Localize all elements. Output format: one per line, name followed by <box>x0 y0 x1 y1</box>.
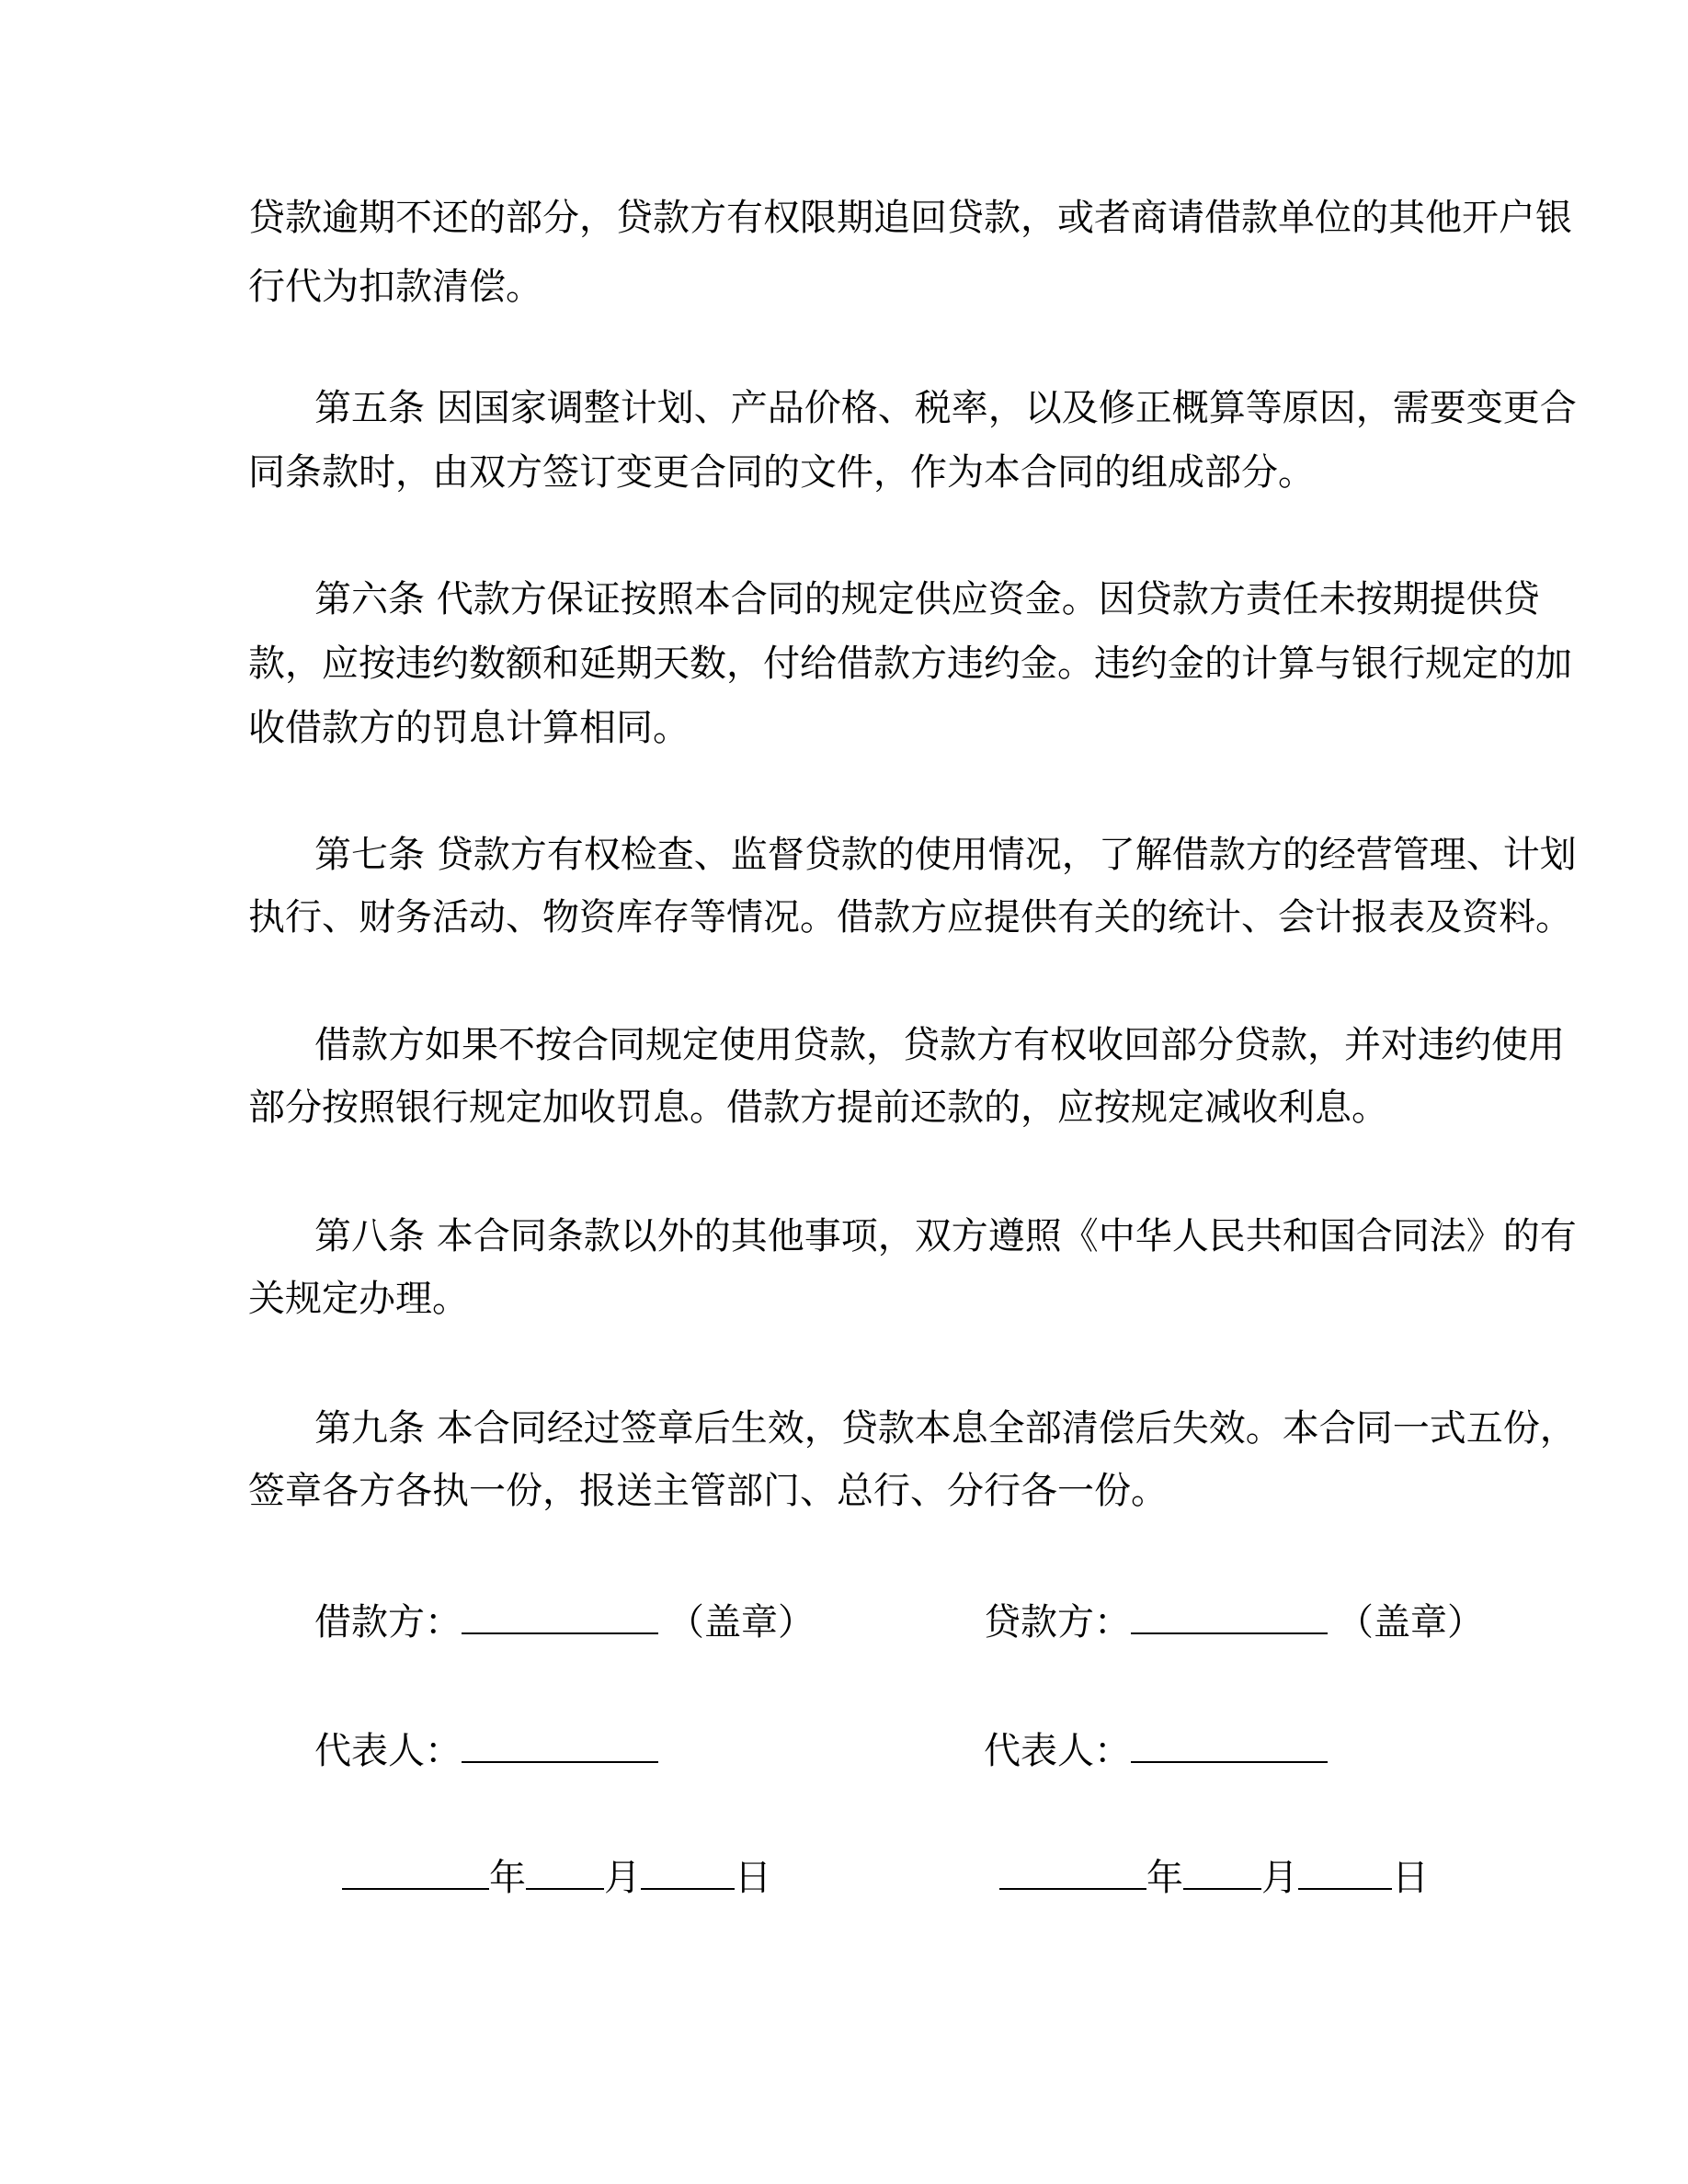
day-label: 日 <box>1392 1857 1429 1899</box>
month-label: 月 <box>604 1857 641 1899</box>
paragraph-line: 行代为扣款清偿。 <box>248 266 542 308</box>
day-blank[interactable] <box>641 1853 735 1890</box>
paragraph-line: 借款方如果不按合同规定使用贷款，贷款方有权收回部分贷款，并对违约使用 <box>314 1024 1565 1066</box>
borrower-signature-line <box>314 1598 815 1644</box>
month-label: 月 <box>1261 1857 1298 1899</box>
lender-rep-line <box>984 1726 1328 1773</box>
lender-signature-line <box>984 1598 1484 1644</box>
paragraph-line: 第七条 贷款方有权检查、监督贷款的使用情况，了解借款方的经营管理、计划 <box>314 834 1577 876</box>
borrower-rep-label: 代表人： <box>314 1730 462 1772</box>
paragraph-line: 款，应按违约数额和延期天数，付给借款方违约金。违约金的计算与银行规定的加 <box>248 643 1572 685</box>
paragraph-line: 收借款方的罚息计算相同。 <box>248 707 690 749</box>
borrower-rep-line <box>314 1726 658 1773</box>
borrower-date <box>342 1853 771 1900</box>
lender-seal: （盖章） <box>1337 1601 1484 1644</box>
lender-label: 贷款方： <box>984 1601 1131 1644</box>
borrower-blank[interactable] <box>462 1598 658 1634</box>
borrower-label: 借款方： <box>314 1601 462 1644</box>
year-blank[interactable] <box>999 1853 1146 1890</box>
paragraph-line: 第八条 本合同条款以外的其他事项，双方遵照《中华人民共和国合同法》的有 <box>314 1215 1577 1257</box>
paragraph-line: 第五条 因国家调整计划、产品价格、税率，以及修正概算等原因，需要变更合 <box>314 387 1577 429</box>
lender-rep-label: 代表人： <box>984 1730 1131 1772</box>
paragraph-line: 贷款逾期不还的部分，贷款方有权限期追回贷款，或者商请借款单位的其他开户银 <box>248 197 1572 239</box>
lender-blank[interactable] <box>1131 1598 1328 1634</box>
year-blank[interactable] <box>342 1853 489 1890</box>
day-label: 日 <box>735 1857 771 1899</box>
year-label: 年 <box>489 1857 526 1899</box>
paragraph-line: 关规定办理。 <box>248 1278 469 1320</box>
paragraph-line: 执行、财务活动、物资库存等情况。借款方应提供有关的统计、会计报表及资料。 <box>248 896 1572 938</box>
month-blank[interactable] <box>1183 1853 1261 1890</box>
paragraph-line: 第六条 代款方保证按照本合同的规定供应资金。因贷款方责任未按期提供贷 <box>314 578 1540 620</box>
paragraph-line: 部分按照银行规定加收罚息。借款方提前还款的，应按规定减收利息。 <box>248 1086 1388 1129</box>
paragraph-line: 同条款时，由双方签订变更合同的文件，作为本合同的组成部分。 <box>248 451 1315 494</box>
lender-rep-blank[interactable] <box>1131 1726 1328 1763</box>
day-blank[interactable] <box>1298 1853 1392 1890</box>
lender-date <box>999 1853 1429 1900</box>
paragraph-line: 签章各方各执一份，报送主管部门、总行、分行各一份。 <box>248 1470 1168 1512</box>
month-blank[interactable] <box>526 1853 604 1890</box>
borrower-seal: （盖章） <box>667 1601 815 1644</box>
borrower-rep-blank[interactable] <box>462 1726 658 1763</box>
year-label: 年 <box>1146 1857 1183 1899</box>
paragraph-line: 第九条 本合同经过签章后生效，贷款本息全部清偿后失效。本合同一式五份， <box>314 1407 1577 1450</box>
